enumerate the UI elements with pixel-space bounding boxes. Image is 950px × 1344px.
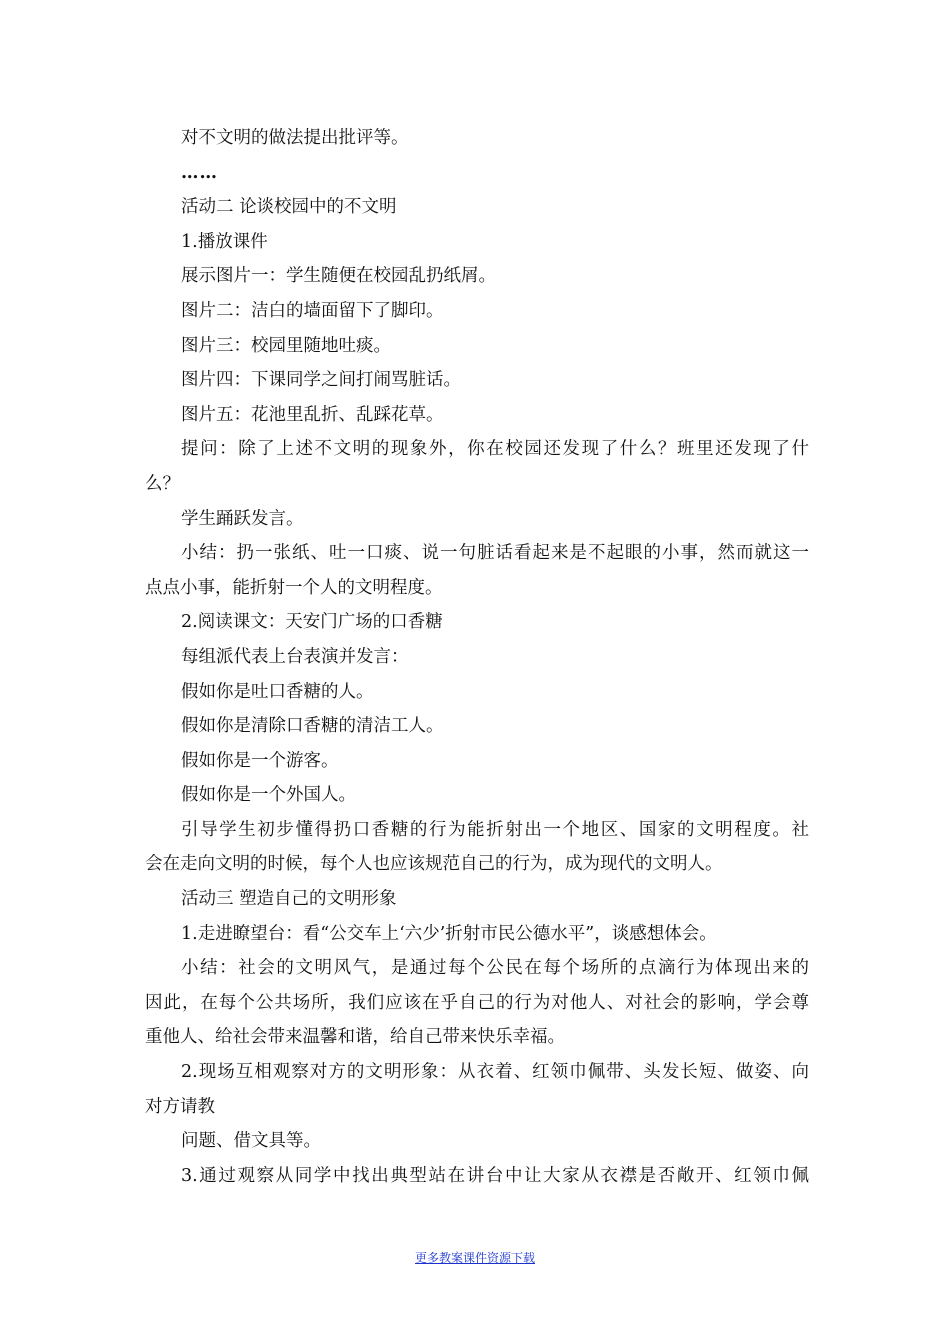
body-text-line: 活动三 塑造自己的文明形象 — [181, 889, 397, 910]
body-text-line: 对不文明的做法提出批评等。 — [181, 128, 409, 148]
body-text-line: 每组派代表上台表演并发言： — [181, 646, 409, 667]
body-text-line: 点点小事，能折射一个人的文明程度。 — [145, 577, 443, 598]
body-text-line: 假如你是清除口香糖的清洁工人。 — [181, 716, 444, 737]
body-text-line: 学生踊跃发言。 — [181, 508, 304, 529]
body-text-line: 展示图片一：学生随便在校园乱扔纸屑。 — [181, 266, 496, 287]
body-text-line: 小结：社会的文明风气，是通过每个公民在每个场所的点滴行为体现出来的 — [181, 958, 809, 979]
body-text-line: 2.阅读课文：天安门广场的口香糖 — [181, 612, 443, 633]
body-text-line: 2.现场互相观察对方的文明形象：从衣着、红领巾佩带、头发长短、做姿、向 — [181, 1062, 809, 1083]
body-text-line: …… — [181, 162, 218, 183]
document-body — [145, 121, 809, 1193]
body-text-line: 提问：除了上述不文明的现象外，你在校园还发现了什么？班里还发现了什 — [181, 439, 809, 460]
body-text-line: 假如你是吐口香糖的人。 — [181, 681, 374, 702]
body-text-line: 图片五：花池里乱折、乱踩花草。 — [181, 404, 444, 425]
body-text-line: 引导学生初步懂得扔口香糖的行为能折射出一个地区、国家的文明程度。社 — [181, 819, 809, 840]
body-text-line: 小结：扔一张纸、吐一口痰、说一句脏话看起来是不起眼的小事，然而就这一 — [181, 543, 809, 564]
body-text-line: 因此，在每个公共场所，我们应该在乎自己的行为对他人、对社会的影响，学会尊 — [145, 992, 809, 1013]
body-text-line: 问题、借文具等。 — [181, 1131, 321, 1152]
body-text-line: 图片三：校园里随地吐痰。 — [181, 335, 391, 356]
body-text-line: 对方请教 — [145, 1096, 215, 1117]
body-text-line: 假如你是一个游客。 — [181, 750, 339, 771]
body-text-line: 会在走向文明的时候，每个人也应该规范自己的行为，成为现代的文明人。 — [145, 854, 723, 875]
body-text-line: 3.通过观察从同学中找出典型站在讲台中让大家从衣襟是否敞开、红领巾佩 — [181, 1165, 809, 1186]
download-resources-link[interactable]: 更多教案课件资源下载 — [414, 1251, 535, 1265]
body-text-line: 么？ — [145, 473, 180, 494]
body-text-line: 1.播放课件 — [181, 231, 268, 252]
body-text-line: 假如你是一个外国人。 — [181, 785, 356, 806]
body-text-line: 图片二：洁白的墙面留下了脚印。 — [181, 300, 444, 321]
body-text-line: 活动二 论谈校园中的不文明 — [181, 197, 397, 218]
page-footer — [0, 1250, 950, 1266]
body-text-line: 1.走进瞭望台：看“公交车上‘六少’折射市民公德水平”，谈感想体会。 — [181, 923, 717, 944]
body-text-line: 图片四：下课同学之间打闹骂脏话。 — [181, 370, 461, 391]
body-text-line: 重他人、给社会带来温馨和谐，给自己带来快乐幸福。 — [145, 1027, 565, 1048]
